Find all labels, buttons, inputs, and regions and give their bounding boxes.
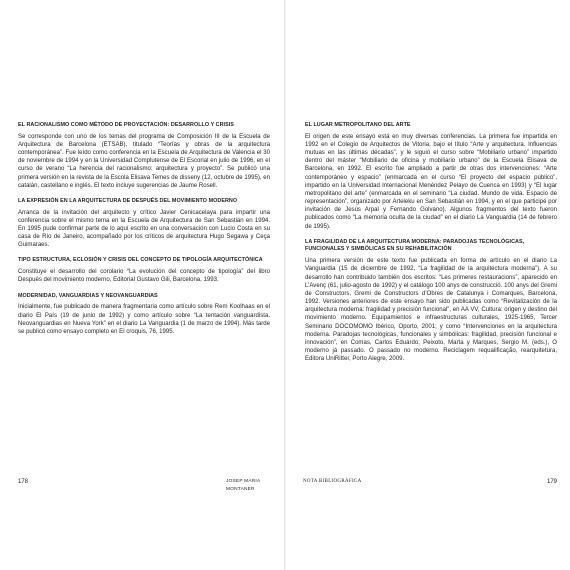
- section-heading: EL LUGAR METROPOLITANO DEL ARTE: [305, 122, 411, 128]
- section-racionalismo: [18, 122, 270, 190]
- section-expresion: [18, 198, 270, 250]
- section-body: Constituye el desarrollo del corolario “La evolución del concepto de tipología” del libro Después del movimiento moderno, Editorial Gustavo Gili, Barcelona, 1993.: [18, 269, 270, 284]
- section-lugar-metropolitano: [305, 122, 557, 231]
- page-number: 179: [546, 479, 557, 485]
- section-heading: TIPO ESTRUCTURA, ECLOSIÓN Y CRISIS DEL CONCEPTO DE TIPOLOGÍA ARQUITECTÓNICA: [18, 257, 263, 264]
- section-fragilidad: [305, 239, 557, 364]
- section-heading: EL RACIONALISMO COMO MÉTODO DE PROYECTACIÓN: DESARROLLO Y CRISIS: [18, 122, 234, 128]
- right-text-column: [305, 122, 557, 371]
- section-body: Inicialmente, fue publicado de manera fragmentaria como artículo sobre Rem Koolhaas en el diario El País (19 de junio de 1992) y como artículo sobre “La tentación vanguardista. Neovanguardias en Nueva York” en el diario La Vanguardia (1 de marzo de 1994). Más tarde se publicó como ensayo completo en El croquis, 76, 1995.: [18, 304, 270, 335]
- section-tipo-estructura: [18, 257, 270, 284]
- left-text-column: [18, 122, 270, 344]
- section-heading: LA FRAGILIDAD DE LA ARQUITECTURA MODERNA: PARADOJAS TECNOLÓGICAS, FUNCIONALES Y SIMBÓLICAS EN SU REHABILITACIÓN: [305, 238, 525, 253]
- left-footer: [0, 478, 285, 492]
- section-body: Una primera versión de este texto fue publicada en forma de artículo en el diario La Vanguardia (15 de diciembre de 1992, “La fragilidad de la arquitectura moderna”). A su desarrollo han contribuido también dos escritos: “Les primeres restauracions”, aparecido en L’Avenç (61, julio-agosto de 1992) y el catálogo 100 anys de construcció. 100 anys del Gremi de Constructors, Gremi de Constructors d’Obres de Catalunya i Comarques, Barcelona, 1992. Versiones anteriores de este ensayo han sido publicadas como “Revitalización de la arquitectura moderna: fragilidad y precisión funcional”, en AA VV, Cultura: origen y destino del movimiento moderno. Equipamientos e infraestructuras culturales, 1925-1965, Tercer Seminario DOCOMOMO Ibérico, Oporto, 2001; y como “Intervenciones en la arquitectura moderna. Paradojas tecnológicas, funcionales y simbólicas: fragilidad, precisión funcional e innovación”, en Comas, Carlos Eduardo; Peixoto, Marta y Marques, Sergio M. (eds.), O moderno já passado. O passado no moderno. Reciclagem requalificação, rearquitetura, Editora UniRitter, Porto Alegre, 2009.: [305, 258, 557, 363]
- page-number: 178: [18, 479, 29, 485]
- running-head: NOTA BIBLIOGRÁFICA: [303, 479, 362, 484]
- right-footer: [285, 478, 570, 488]
- section-body: Arranca de la invitación del arquitecto y crítico Javier Cenicacelaya para impartir una conferencia sobre el mismo tema en la Escuela de Arquitectura de San Sebastián en 1994. En 1995 pude confirmar parte de lo aquí escrito en una conversación con Lucio Costa en su casa de Río de Janeiro, acompañado por los críticos de arquitectura Hugo Segawa y Ceça Guimaraes.: [18, 209, 270, 249]
- section-body: El origen de este ensayo está en muy diversas conferencias. La primera fue impartida en 1992 en el Colegio de Arquitectos de Vitoria, bajo el título “Arte y arquitectura. Influencias mutuas en las últimas décadas”, y le siguió el curso sobre “Mobiliario urbano” impartido dentro del máster “Mobiliario de oficina y mobiliario urbano” de la Escuela Elisava de Barcelona, en 1992. El escrito fue ampliado a partir de otras dos intervenciones: “Arte contemporáneo y espacio” (enmarcada en el curso “El proyecto del espacio público”, impartido en la Universidad Internacional Menéndez Pelayo de Cuenca en 1993) y “El lugar metropolitano del arte” (enmarcada en el seminario “La ciudad. Mundo de vida. Espacio de representación”, organizado por Arteleku en San Sebastián en 1994, y en el que participé por invitación de Jesús Arpal y Fernando Golvano). Algunos fragmentos del texto fueron publicados como “La memoria oculta de la ciudad” en el diario La Vanguardia (14 de febrero de 1995).: [305, 133, 557, 230]
- section-body: Se corresponde con uno de los temas del programa de Composición III de la Escuela de Arquitectura de Barcelona (ETSAB), titulado “Teorías y obras de la arquitectura contemporánea”. Fue leído como conferencia en la Escuela de Arquitectura de Valencia el 30 de noviembre de 1994 y en la Universidad Complutense de El Escorial en julio de 1996, en el curso de verano “La herencia del racionalismo: arquitectura y proyecto”. Se publicó una primera versión en la revista de la Escola Elisava Temes de disseny (12, octubre de 1995), en catalán, castellano e inglés. El texto incluye sugerencias de Jaume Rosell.: [18, 133, 270, 189]
- right-page: [285, 0, 570, 570]
- section-heading: MODERNIDAD, VANGUARDIAS Y NEOVANGUARDIAS: [18, 292, 158, 299]
- running-head: JOSEP MARIA MONTANER: [226, 479, 261, 492]
- section-heading: LA EXPRESIÓN EN LA ARQUITECTURA DE DESPUÉS DEL MOVIMIENTO MODERNO: [18, 197, 238, 204]
- section-modernidad: [18, 293, 270, 336]
